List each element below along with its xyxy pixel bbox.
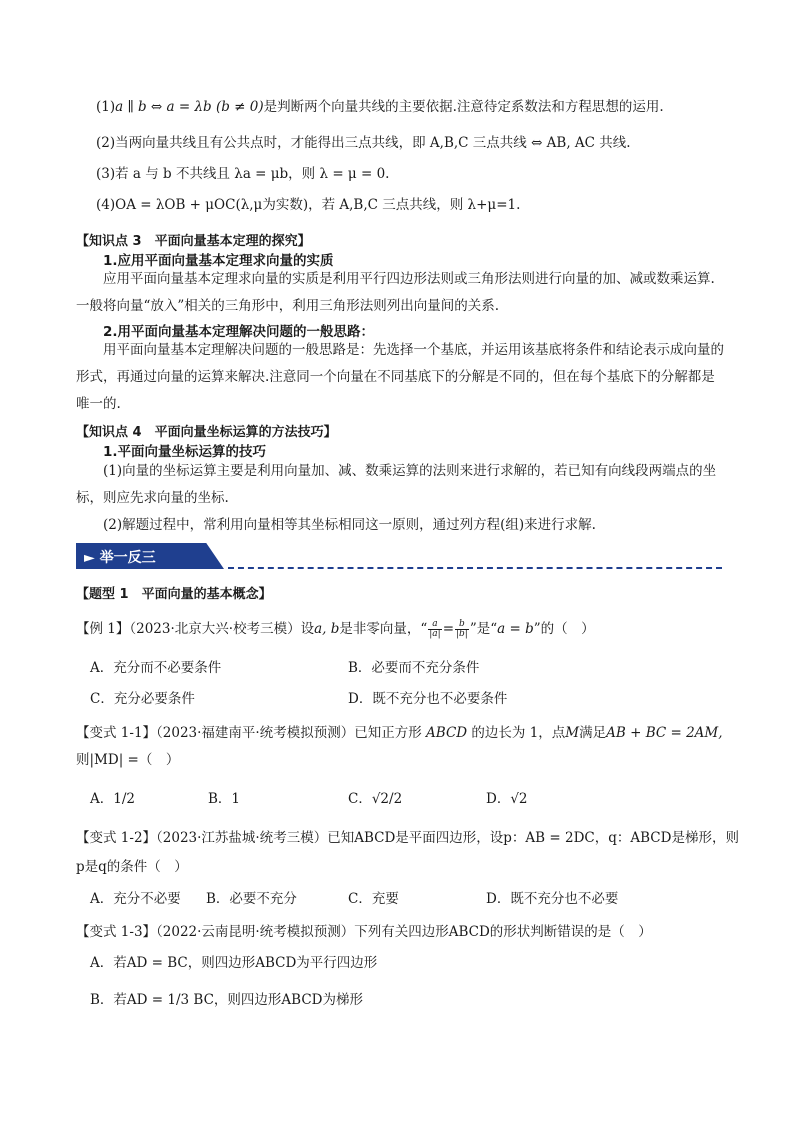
- note-1-prefix: (1): [96, 99, 116, 115]
- note-line-1: [96, 97, 664, 117]
- variant-1-1-option-a: A．1/2: [90, 791, 135, 807]
- example-1-option-a: A．充分而不必要条件: [90, 660, 222, 676]
- kp4-paragraph-2: (2)解题过程中，常利用向量相等其坐标相同这一原则，通过列方程(组)来进行求解.: [103, 517, 596, 533]
- variant-1-1-option-b: B．1: [208, 791, 241, 807]
- note-line-2: (2)当两向量共线且有公共点时，才能得出三点共线，即 A,B,C 三点共线 ⇔ AB, AC 共线.: [96, 135, 631, 151]
- example-1-stem-d: ”是“: [469, 621, 498, 637]
- variant-1-3-option-b: B．若AD = 1/3 BC，则四边形ABCD为梯形: [90, 992, 363, 1008]
- variant-1-1-option-c: C．√2/2: [348, 791, 403, 807]
- banner-label: ► 举一反三: [84, 550, 156, 566]
- example-1-option-c: C．充分必要条件: [90, 691, 195, 707]
- kp3-paragraph-2: 用平面向量基本定理解决问题的一般思路是：先选择一个基底，并运用该基底将条件和结论表示成向量的形式，再通过向量的运算来解决.注意同一个向量在不同基底下的分解是不同的，但在每个基底下的分解都是唯一的.: [76, 342, 724, 412]
- variant-1-2-option-b: B．必要不充分: [206, 891, 297, 907]
- kp4-sub-1: 1.平面向量坐标运算的技巧: [103, 444, 267, 460]
- section-banner: [76, 541, 722, 571]
- frac-a-over-norm-a: $\frac{a}{|a|}$: [429, 619, 441, 639]
- kp3-paragraph-1: 应用平面向量基本定理求向量的实质是利用平行四边形法则或三角形法则进行向量的加、减或数乘运算.一般将向量“放入”相关的三角形中，利用三角形法则列出向量间的关系.: [76, 271, 715, 314]
- example-1-stem-c: 是非零向量，“: [339, 621, 428, 637]
- variant-1-1-stem-line-2: 则|MD| =（ ）: [76, 752, 180, 768]
- example-1-equality: a = b: [497, 621, 534, 637]
- kp3-sub-2: 2.用平面向量基本定理解决问题的一般思路：: [103, 324, 375, 340]
- example-1-vectors: a, b: [314, 621, 340, 637]
- example-1-stem: 【例 1】（2023·北京大兴·校考三模）设a, b是非零向量，“ $\frac{a}{|a|}$ = $\frac{b}{|b|}$ ”是“a = b”的（ ）: [76, 619, 595, 639]
- frac-b-over-norm-b: $\frac{b}{|b|}$: [456, 619, 468, 639]
- note-line-3: (3)若 a 与 b 不共线且 λa = μb，则 λ = μ = 0.: [96, 166, 390, 182]
- variant-1-1-stem-e: 满足: [579, 725, 607, 741]
- example-1-stem-a: 【例 1】（2023·北京大兴·校考三模）设: [76, 621, 315, 637]
- variant-1-3-stem: 【变式 1-3】（2022·云南昆明·统考模拟预测）下列有关四边形ABCD的形状判断错误的是（ ）: [76, 924, 652, 940]
- example-1-option-b: B．必要而不充分条件: [348, 660, 480, 676]
- variant-1-2-option-c: C．充要: [348, 891, 399, 907]
- variant-1-1-point: M: [565, 725, 580, 741]
- variant-1-2-option-d: D．既不充分也不必要: [486, 891, 619, 907]
- kp3-sub-1: 1.应用平面向量基本定理求向量的实质: [103, 253, 334, 269]
- variant-1-1-stem-a: 【变式 1-1】（2023·福建南平·统考模拟预测）已知正方形: [76, 725, 422, 741]
- variant-1-2-stem: 【变式 1-2】（2023·江苏盐城·统考三模）已知ABCD是平面四边形，设p：AB = 2DC，q：ABCD是梯形，则: [76, 830, 739, 846]
- variant-1-1-option-d: D．√2: [486, 791, 528, 807]
- variant-1-2-stem-line-2: p是q的条件（ ）: [76, 859, 188, 875]
- variant-1-1-square: ABCD: [426, 725, 468, 741]
- note-1-text: 是判断两个向量共线的主要依据.注意待定系数法和方程思想的运用.: [263, 99, 664, 115]
- knowledge-point-3-header: 【知识点 3 平面向量基本定理的探究】: [76, 234, 311, 249]
- note-line-4: (4)OA = λOB + μOC(λ,μ为实数)，若 A,B,C 三点共线，则 λ+μ=1.: [96, 197, 521, 213]
- variant-1-1-stem: [76, 723, 723, 743]
- example-1-stem-f: ”的（ ）: [533, 621, 595, 637]
- example-1-option-d: D．既不充分也不必要条件: [348, 691, 508, 707]
- variant-1-2-option-a: A．充分不必要: [90, 891, 181, 907]
- knowledge-point-4-header: 【知识点 4 平面向量坐标运算的方法技巧】: [76, 425, 337, 440]
- note-1-formula: a ∥ b ⇔ a = λb (b ≠ 0): [115, 99, 264, 115]
- question-type-1-header: 【题型 1 平面向量的基本概念】: [76, 587, 272, 602]
- variant-1-3-option-a: A．若AD = BC，则四边形ABCD为平行四边形: [90, 955, 378, 971]
- kp4-paragraph-1: (1)向量的坐标运算主要是利用向量加、减、数乘运算的法则来进行求解的，若已知有向线段两端点的坐标，则应先求向量的坐标.: [76, 463, 717, 506]
- variant-1-1-condition: AB + BC = 2AM,: [606, 725, 723, 741]
- banner-dashed-rule: [228, 567, 722, 569]
- variant-1-1-stem-c: 的边长为 1，点: [471, 725, 566, 741]
